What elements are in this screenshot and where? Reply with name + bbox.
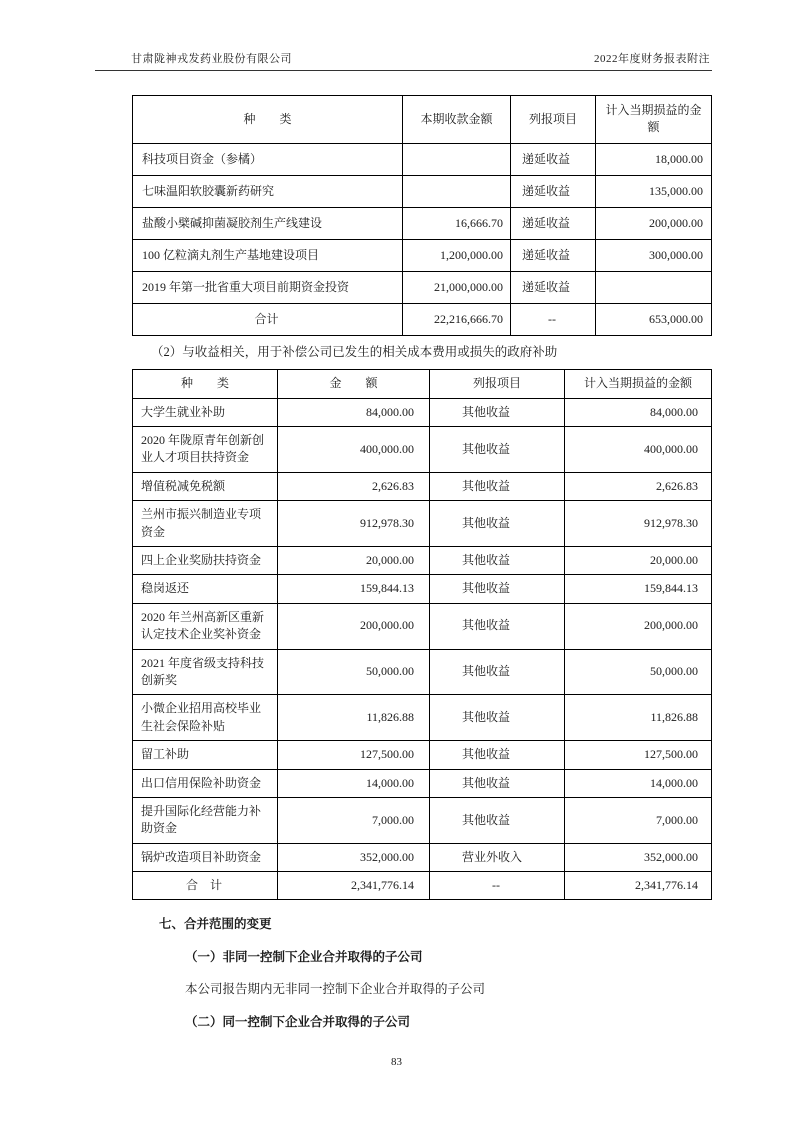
cell-presentation-item: 其他收益 xyxy=(430,427,565,473)
cell-presentation-item: 其他收益 xyxy=(430,649,565,695)
cell-current-profit: 18,000.00 xyxy=(596,143,712,175)
cell-current-profit: 2,341,776.14 xyxy=(565,872,712,900)
cell-amount-received: 16,666.70 xyxy=(403,207,511,239)
cell-amount: 50,000.00 xyxy=(278,649,430,695)
cell-presentation-item: 递延收益 xyxy=(511,175,596,207)
cell-type: 2021 年度省级支持科技创新奖 xyxy=(133,649,278,695)
cell-current-profit: 400,000.00 xyxy=(565,427,712,473)
col-header-amount: 金 额 xyxy=(278,370,430,398)
table-row xyxy=(133,769,712,797)
col-header-type: 种 类 xyxy=(133,370,278,398)
table-row xyxy=(133,207,712,239)
cell-type: 2020 年陇原青年创新创业人才项目扶持资金 xyxy=(133,427,278,473)
cell-current-profit: 2,626.83 xyxy=(565,472,712,500)
cell-type: 四上企业奖励扶持资金 xyxy=(133,547,278,575)
cell-current-profit: 159,844.13 xyxy=(565,575,712,603)
cell-amount-received: 1,200,000.00 xyxy=(403,239,511,271)
cell-presentation-item: 递延收益 xyxy=(511,239,596,271)
cell-amount-received xyxy=(403,143,511,175)
note-income-related: （2）与收益相关，用于补偿公司已发生的相关成本费用或损失的政府补助 xyxy=(151,344,558,359)
cell-amount: 200,000.00 xyxy=(278,603,430,649)
cell-type: 科技项目资金（参橘） xyxy=(133,143,403,175)
cell-type: 合 计 xyxy=(133,872,278,900)
table-row xyxy=(133,239,712,271)
table-row xyxy=(133,547,712,575)
cell-current-profit: 20,000.00 xyxy=(565,547,712,575)
cell-amount: 14,000.00 xyxy=(278,769,430,797)
table-header-row xyxy=(133,96,712,144)
cell-presentation-item: 其他收益 xyxy=(430,398,565,426)
cell-amount: 352,000.00 xyxy=(278,843,430,871)
table-row xyxy=(133,603,712,649)
income-related-grants-table xyxy=(132,369,712,900)
cell-type: 出口信用保险补助资金 xyxy=(133,769,278,797)
table-row xyxy=(133,472,712,500)
col-header-amount-received: 本期收款金额 xyxy=(403,96,511,144)
cell-amount: 20,000.00 xyxy=(278,547,430,575)
cell-current-profit: 300,000.00 xyxy=(596,239,712,271)
table-row xyxy=(133,175,712,207)
cell-type: 增值税减免税额 xyxy=(133,472,278,500)
cell-amount: 2,626.83 xyxy=(278,472,430,500)
table-row xyxy=(133,271,712,303)
cell-current-profit: 912,978.30 xyxy=(565,501,712,547)
section-7-2-heading: （二）同一控制下企业合并取得的子公司 xyxy=(185,1014,411,1029)
cell-type: 大学生就业补助 xyxy=(133,398,278,426)
table-row xyxy=(133,872,712,900)
cell-presentation-item: 其他收益 xyxy=(430,741,565,769)
section-7-heading: 七、合并范围的变更 xyxy=(159,917,272,932)
cell-amount: 2,341,776.14 xyxy=(278,872,430,900)
cell-presentation-item: 其他收益 xyxy=(430,547,565,575)
cell-type: 盐酸小檗碱抑菌凝胶剂生产线建设 xyxy=(133,207,403,239)
table-row xyxy=(133,398,712,426)
table-header-row xyxy=(133,370,712,398)
cell-amount: 127,500.00 xyxy=(278,741,430,769)
income-related-grants-table-body xyxy=(133,398,712,900)
cell-amount-received: 22,216,666.70 xyxy=(403,303,511,335)
cell-amount: 7,000.00 xyxy=(278,797,430,843)
cell-current-profit: 84,000.00 xyxy=(565,398,712,426)
cell-current-profit: 14,000.00 xyxy=(565,769,712,797)
company-name: 甘肃陇神戎发药业股份有限公司 xyxy=(131,53,292,65)
col-header-presentation-item: 列报项目 xyxy=(430,370,565,398)
table-row xyxy=(133,501,712,547)
table-row xyxy=(133,143,712,175)
cell-presentation-item: -- xyxy=(511,303,596,335)
cell-type: 兰州市振兴制造业专项资金 xyxy=(133,501,278,547)
cell-presentation-item: 其他收益 xyxy=(430,501,565,547)
cell-current-profit: 50,000.00 xyxy=(565,649,712,695)
cell-presentation-item: 递延收益 xyxy=(511,207,596,239)
cell-amount: 11,826.88 xyxy=(278,695,430,741)
cell-presentation-item: 其他收益 xyxy=(430,695,565,741)
cell-amount: 159,844.13 xyxy=(278,575,430,603)
table-row xyxy=(133,427,712,473)
cell-current-profit: 7,000.00 xyxy=(565,797,712,843)
table-row xyxy=(133,695,712,741)
page-number: 83 xyxy=(391,1056,402,1068)
col-header-type: 种 类 xyxy=(133,96,403,144)
cell-type: 小微企业招用高校毕业生社会保险补贴 xyxy=(133,695,278,741)
cell-type: 100 亿粒滴丸剂生产基地建设项目 xyxy=(133,239,403,271)
cell-type: 稳岗返还 xyxy=(133,575,278,603)
doc-title: 2022年度财务报表附注 xyxy=(594,53,710,65)
table-row xyxy=(133,649,712,695)
sections xyxy=(95,916,712,1031)
page-header xyxy=(95,50,712,71)
cell-presentation-item: 递延收益 xyxy=(511,143,596,175)
cell-presentation-item: 其他收益 xyxy=(430,797,565,843)
col-header-presentation-item: 列报项目 xyxy=(511,96,596,144)
cell-current-profit: 352,000.00 xyxy=(565,843,712,871)
cell-amount: 912,978.30 xyxy=(278,501,430,547)
cell-current-profit: 127,500.00 xyxy=(565,741,712,769)
cell-type: 提升国际化经营能力补助资金 xyxy=(133,797,278,843)
section-7-1-body: 本公司报告期内无非同一控制下企业合并取得的子公司 xyxy=(185,982,486,997)
cell-current-profit: 200,000.00 xyxy=(596,207,712,239)
table-row xyxy=(133,797,712,843)
table-row xyxy=(133,303,712,335)
cell-current-profit xyxy=(596,271,712,303)
table-row xyxy=(133,741,712,769)
cell-type: 2019 年第一批省重大项目前期资金投资 xyxy=(133,271,403,303)
cell-presentation-item: 其他收益 xyxy=(430,769,565,797)
table-row xyxy=(133,843,712,871)
cell-presentation-item: 其他收益 xyxy=(430,575,565,603)
deferred-income-table-body xyxy=(133,143,712,335)
cell-amount-received: 21,000,000.00 xyxy=(403,271,511,303)
cell-type: 合计 xyxy=(133,303,403,335)
deferred-income-table xyxy=(132,95,712,336)
cell-current-profit: 11,826.88 xyxy=(565,695,712,741)
cell-presentation-item: 递延收益 xyxy=(511,271,596,303)
cell-presentation-item: -- xyxy=(430,872,565,900)
cell-type: 留工补助 xyxy=(133,741,278,769)
cell-type: 七味温阳软胶囊新药研究 xyxy=(133,175,403,207)
cell-presentation-item: 营业外收入 xyxy=(430,843,565,871)
cell-current-profit: 200,000.00 xyxy=(565,603,712,649)
cell-current-profit: 135,000.00 xyxy=(596,175,712,207)
cell-type: 2020 年兰州高新区重新认定技术企业奖补资金 xyxy=(133,603,278,649)
cell-amount-received xyxy=(403,175,511,207)
table-row xyxy=(133,575,712,603)
cell-amount: 400,000.00 xyxy=(278,427,430,473)
col-header-current-profit: 计入当期损益的金额 xyxy=(565,370,712,398)
cell-presentation-item: 其他收益 xyxy=(430,603,565,649)
cell-amount: 84,000.00 xyxy=(278,398,430,426)
col-header-current-profit: 计入当期损益的金额 xyxy=(596,96,712,144)
section-7-1-heading: （一）非同一控制下企业合并取得的子公司 xyxy=(185,949,423,964)
cell-presentation-item: 其他收益 xyxy=(430,472,565,500)
cell-current-profit: 653,000.00 xyxy=(596,303,712,335)
cell-type: 锅炉改造项目补助资金 xyxy=(133,843,278,871)
